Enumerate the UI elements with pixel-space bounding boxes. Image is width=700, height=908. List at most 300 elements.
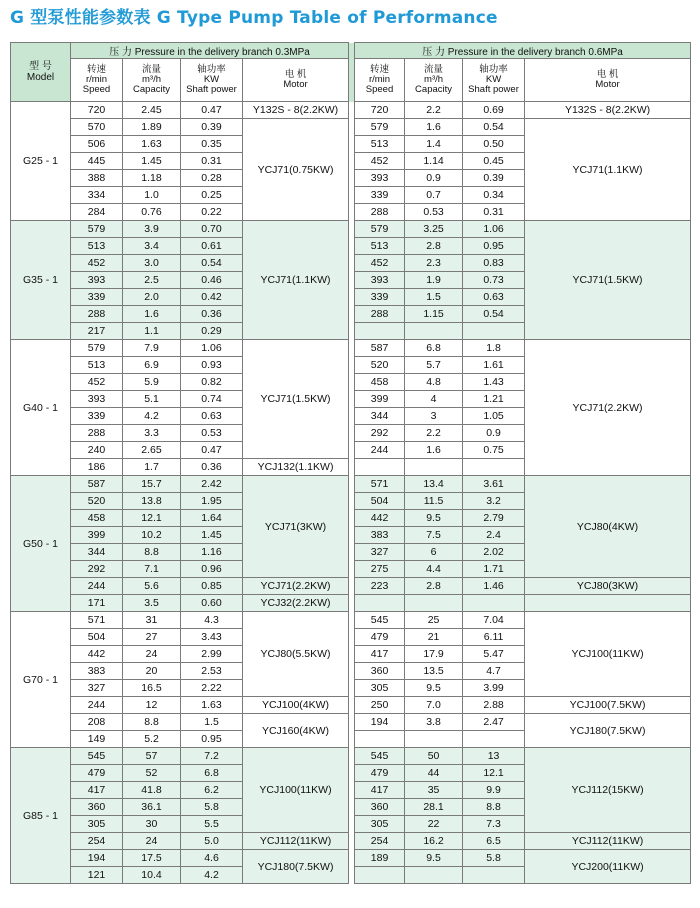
capacity-cell: 1.63	[123, 136, 181, 153]
speed-header-03	[71, 59, 123, 102]
capacity-cell	[405, 595, 463, 612]
speed-cell: 442	[355, 510, 405, 527]
motor-header-03	[243, 59, 349, 102]
capacity-cell: 10.2	[123, 527, 181, 544]
shaft-power-cell: 2.79	[463, 510, 525, 527]
shaft-power-cell: 6.5	[463, 833, 525, 850]
speed-cell: 254	[71, 833, 123, 850]
capacity-cell: 13.5	[405, 663, 463, 680]
shaft-power-cell: 9.9	[463, 782, 525, 799]
shaft-power-cell: 1.43	[463, 374, 525, 391]
capacity-cell: 2.5	[123, 272, 181, 289]
capacity-cell: 16.5	[123, 680, 181, 697]
capacity-cell: 17.9	[405, 646, 463, 663]
model-group	[11, 748, 691, 884]
capacity-cell: 22	[405, 816, 463, 833]
capacity-cell: 3.0	[123, 255, 181, 272]
shaft-power-cell: 1.06	[463, 221, 525, 238]
shaft-power-cell	[463, 323, 525, 340]
shaft-power-cell: 2.53	[181, 663, 243, 680]
model-group	[11, 476, 691, 612]
capacity-cell: 6.9	[123, 357, 181, 374]
capacity-cell: 5.6	[123, 578, 181, 595]
motor-cell-06: YCJ71(2.2KW)	[525, 340, 691, 476]
motor-header-06	[525, 59, 691, 102]
speed-cell: 513	[71, 238, 123, 255]
speed-cell: 334	[71, 187, 123, 204]
capacity-cell: 3.8	[405, 714, 463, 731]
shaft-power-cell: 0.35	[181, 136, 243, 153]
capacity-cell: 35	[405, 782, 463, 799]
shaft-power-cell: 1.05	[463, 408, 525, 425]
speed-cell: 275	[355, 561, 405, 578]
capacity-header-line: Capacity	[415, 84, 453, 95]
shaft-power-cell: 7.2	[181, 748, 243, 765]
shaft-power-cell: 3.2	[463, 493, 525, 510]
shaft-power-cell: 1.5	[181, 714, 243, 731]
capacity-cell: 6.8	[405, 340, 463, 357]
capacity-cell	[405, 731, 463, 748]
speed-cell	[355, 595, 405, 612]
capacity-cell	[405, 459, 463, 476]
capacity-cell: 3.3	[123, 425, 181, 442]
speed-cell: 360	[71, 799, 123, 816]
shaft-power-cell: 0.63	[463, 289, 525, 306]
model-group	[11, 340, 691, 476]
table-row	[11, 102, 691, 119]
shaft-power-cell: 0.70	[181, 221, 243, 238]
shaft-power-cell: 0.74	[181, 391, 243, 408]
shaft-power-cell: 6.8	[181, 765, 243, 782]
shaft-power-cell: 5.8	[181, 799, 243, 816]
capacity-cell: 20	[123, 663, 181, 680]
capacity-cell: 1.6	[123, 306, 181, 323]
motor-cell-06	[525, 595, 691, 612]
speed-header-06	[355, 59, 405, 102]
motor-cell-06: YCJ112(11KW)	[525, 833, 691, 850]
capacity-cell: 13.4	[405, 476, 463, 493]
speed-cell: 208	[71, 714, 123, 731]
shaft-power-cell: 2.47	[463, 714, 525, 731]
capacity-cell: 1.4	[405, 136, 463, 153]
capacity-cell: 1.14	[405, 153, 463, 170]
shaft-power-cell: 0.39	[181, 119, 243, 136]
shaft-power-header-03	[181, 59, 243, 102]
capacity-cell: 3	[405, 408, 463, 425]
motor-cell-03: YCJ71(1.1KW)	[243, 221, 349, 340]
shaft-power-cell: 0.54	[463, 119, 525, 136]
shaft-power-cell: 4.7	[463, 663, 525, 680]
capacity-cell: 12.1	[123, 510, 181, 527]
speed-cell: 344	[71, 544, 123, 561]
speed-cell: 442	[71, 646, 123, 663]
shaft-power-cell: 0.54	[463, 306, 525, 323]
speed-cell: 504	[71, 629, 123, 646]
capacity-cell: 2.8	[405, 578, 463, 595]
shaft-power-cell: 0.85	[181, 578, 243, 595]
shaft-power-cell: 0.28	[181, 170, 243, 187]
shaft-power-cell: 2.02	[463, 544, 525, 561]
motor-cell-06: YCJ100(11KW)	[525, 612, 691, 697]
shaft-power-header-line: Shaft power	[186, 84, 237, 95]
capacity-cell: 7.5	[405, 527, 463, 544]
speed-cell: 417	[71, 782, 123, 799]
capacity-cell: 41.8	[123, 782, 181, 799]
speed-cell: 344	[355, 408, 405, 425]
motor-cell-06: YCJ100(7.5KW)	[525, 697, 691, 714]
capacity-cell: 4.2	[123, 408, 181, 425]
shaft-power-header-line: KW	[485, 74, 502, 85]
speed-cell: 186	[71, 459, 123, 476]
table-row	[11, 850, 691, 867]
shaft-power-cell: 1.8	[463, 340, 525, 357]
shaft-power-cell: 3.99	[463, 680, 525, 697]
shaft-power-cell: 0.31	[463, 204, 525, 221]
shaft-power-cell: 1.16	[181, 544, 243, 561]
speed-cell: 393	[71, 391, 123, 408]
table-row	[11, 748, 691, 765]
speed-cell: 545	[355, 748, 405, 765]
capacity-cell: 2.2	[405, 425, 463, 442]
motor-cell-06: YCJ200(11KW)	[525, 850, 691, 884]
performance-table	[10, 42, 691, 884]
capacity-cell: 5.1	[123, 391, 181, 408]
speed-header-line: r/min	[85, 74, 108, 85]
speed-cell: 339	[71, 289, 123, 306]
model-cell: G85 - 1	[11, 748, 71, 884]
speed-cell: 244	[71, 697, 123, 714]
shaft-power-cell: 0.63	[181, 408, 243, 425]
speed-cell: 288	[71, 306, 123, 323]
speed-cell: 417	[355, 782, 405, 799]
capacity-cell: 1.6	[405, 442, 463, 459]
speed-cell: 149	[71, 731, 123, 748]
speed-cell	[355, 867, 405, 884]
capacity-cell: 24	[123, 646, 181, 663]
capacity-cell: 25	[405, 612, 463, 629]
shaft-power-cell: 1.95	[181, 493, 243, 510]
speed-cell: 513	[71, 357, 123, 374]
capacity-cell: 9.5	[405, 850, 463, 867]
capacity-cell: 50	[405, 748, 463, 765]
capacity-cell: 52	[123, 765, 181, 782]
capacity-header-06	[405, 59, 463, 102]
speed-header-line: 转速	[370, 64, 390, 75]
speed-cell: 479	[71, 765, 123, 782]
pressure-06-header: 压 力 Pressure in the delivery branch 0.6MPa	[355, 43, 691, 59]
capacity-cell: 3.9	[123, 221, 181, 238]
speed-cell: 393	[71, 272, 123, 289]
speed-cell: 339	[355, 187, 405, 204]
motor-header-line: 电 机	[596, 69, 619, 80]
speed-cell: 458	[71, 510, 123, 527]
shaft-power-cell: 4.2	[181, 867, 243, 884]
shaft-power-header-line: KW	[203, 74, 220, 85]
shaft-power-cell: 1.64	[181, 510, 243, 527]
shaft-power-cell: 0.93	[181, 357, 243, 374]
speed-header-line: r/min	[368, 74, 391, 85]
capacity-cell: 2.8	[405, 238, 463, 255]
speed-cell: 339	[355, 289, 405, 306]
shaft-power-cell: 12.1	[463, 765, 525, 782]
speed-cell	[355, 459, 405, 476]
capacity-cell: 7.9	[123, 340, 181, 357]
shaft-power-cell: 0.95	[463, 238, 525, 255]
capacity-cell: 0.76	[123, 204, 181, 221]
shaft-power-cell: 0.53	[181, 425, 243, 442]
capacity-cell: 4.8	[405, 374, 463, 391]
capacity-cell: 17.5	[123, 850, 181, 867]
shaft-power-cell: 0.47	[181, 442, 243, 459]
speed-cell: 399	[71, 527, 123, 544]
shaft-power-cell: 0.46	[181, 272, 243, 289]
shaft-power-cell: 0.36	[181, 459, 243, 476]
capacity-cell: 30	[123, 816, 181, 833]
motor-header-line: Motor	[283, 79, 308, 90]
speed-cell: 244	[71, 578, 123, 595]
speed-cell	[355, 323, 405, 340]
speed-cell: 545	[71, 748, 123, 765]
capacity-cell: 7.1	[123, 561, 181, 578]
shaft-power-cell: 0.82	[181, 374, 243, 391]
shaft-power-cell: 1.63	[181, 697, 243, 714]
capacity-cell: 5.7	[405, 357, 463, 374]
shaft-power-cell: 1.71	[463, 561, 525, 578]
shaft-power-cell	[463, 867, 525, 884]
model-group	[11, 221, 691, 340]
model-header-en: Model	[26, 72, 55, 83]
speed-cell: 292	[355, 425, 405, 442]
speed-cell: 240	[71, 442, 123, 459]
motor-cell-03: YCJ100(11KW)	[243, 748, 349, 833]
shaft-power-cell: 2.22	[181, 680, 243, 697]
capacity-cell: 31	[123, 612, 181, 629]
speed-cell: 452	[71, 374, 123, 391]
speed-cell: 189	[355, 850, 405, 867]
capacity-cell: 1.5	[405, 289, 463, 306]
shaft-power-header-line: Shaft power	[468, 84, 519, 95]
motor-cell-03: YCJ71(0.75KW)	[243, 119, 349, 221]
speed-cell: 121	[71, 867, 123, 884]
motor-cell-06: YCJ180(7.5KW)	[525, 714, 691, 748]
capacity-cell: 0.7	[405, 187, 463, 204]
speed-cell: 360	[355, 799, 405, 816]
shaft-power-cell	[463, 731, 525, 748]
motor-cell-06: YCJ112(15KW)	[525, 748, 691, 833]
speed-cell: 305	[71, 816, 123, 833]
capacity-cell: 3.5	[123, 595, 181, 612]
motor-cell-06: YCJ80(4KW)	[525, 476, 691, 578]
model-cell: G40 - 1	[11, 340, 71, 476]
capacity-cell: 1.18	[123, 170, 181, 187]
capacity-cell: 9.5	[405, 680, 463, 697]
shaft-power-header-line: 轴功率	[197, 64, 226, 75]
shaft-power-cell: 0.25	[181, 187, 243, 204]
speed-header-line: 转速	[86, 64, 106, 75]
capacity-cell: 1.7	[123, 459, 181, 476]
speed-cell: 579	[355, 119, 405, 136]
capacity-header-line: m³/h	[142, 74, 161, 85]
capacity-header-03	[123, 59, 181, 102]
speed-cell: 506	[71, 136, 123, 153]
speed-cell: 388	[71, 170, 123, 187]
capacity-cell: 13.8	[123, 493, 181, 510]
speed-cell: 305	[355, 680, 405, 697]
speed-cell: 292	[71, 561, 123, 578]
shaft-power-cell: 7.04	[463, 612, 525, 629]
capacity-cell: 27	[123, 629, 181, 646]
model-cell: G50 - 1	[11, 476, 71, 612]
capacity-cell	[405, 323, 463, 340]
shaft-power-cell: 0.54	[181, 255, 243, 272]
shaft-power-cell: 7.3	[463, 816, 525, 833]
shaft-power-cell: 1.45	[181, 527, 243, 544]
motor-cell-03: YCJ180(7.5KW)	[243, 850, 349, 884]
motor-cell-06: YCJ71(1.5KW)	[525, 221, 691, 340]
shaft-power-cell: 0.73	[463, 272, 525, 289]
shaft-power-cell: 2.4	[463, 527, 525, 544]
motor-cell-03: YCJ80(5.5KW)	[243, 612, 349, 697]
shaft-power-cell: 2.99	[181, 646, 243, 663]
capacity-cell: 9.5	[405, 510, 463, 527]
model-header-cn: 型 号	[29, 61, 52, 72]
motor-cell-03: YCJ71(1.5KW)	[243, 340, 349, 459]
shaft-power-cell: 5.5	[181, 816, 243, 833]
capacity-cell: 24	[123, 833, 181, 850]
shaft-power-cell: 1.61	[463, 357, 525, 374]
shaft-power-cell: 0.96	[181, 561, 243, 578]
capacity-cell: 0.9	[405, 170, 463, 187]
speed-cell: 250	[355, 697, 405, 714]
speed-cell: 445	[71, 153, 123, 170]
model-cell: G35 - 1	[11, 221, 71, 340]
motor-cell-06: YCJ71(1.1KW)	[525, 119, 691, 221]
speed-cell: 339	[71, 408, 123, 425]
shaft-power-cell: 6.11	[463, 629, 525, 646]
capacity-cell: 2.65	[123, 442, 181, 459]
shaft-power-cell: 0.75	[463, 442, 525, 459]
table-row	[11, 714, 691, 731]
shaft-power-cell: 8.8	[463, 799, 525, 816]
motor-cell-03: YCJ100(4KW)	[243, 697, 349, 714]
speed-cell: 720	[71, 102, 123, 119]
shaft-power-header-line: 轴功率	[479, 64, 508, 75]
speed-cell: 327	[71, 680, 123, 697]
shaft-power-cell: 4.3	[181, 612, 243, 629]
speed-cell: 254	[355, 833, 405, 850]
speed-cell: 244	[355, 442, 405, 459]
capacity-cell: 10.4	[123, 867, 181, 884]
shaft-power-cell: 0.29	[181, 323, 243, 340]
speed-cell: 383	[71, 663, 123, 680]
speed-cell: 223	[355, 578, 405, 595]
speed-cell: 288	[71, 425, 123, 442]
shaft-power-cell: 1.06	[181, 340, 243, 357]
speed-cell	[355, 731, 405, 748]
table-header	[11, 43, 691, 102]
shaft-power-cell: 0.36	[181, 306, 243, 323]
speed-cell: 458	[355, 374, 405, 391]
shaft-power-cell	[463, 595, 525, 612]
shaft-power-cell: 0.83	[463, 255, 525, 272]
speed-cell: 513	[355, 136, 405, 153]
speed-cell: 452	[355, 153, 405, 170]
capacity-cell: 1.89	[123, 119, 181, 136]
speed-cell: 194	[71, 850, 123, 867]
speed-cell: 587	[355, 340, 405, 357]
capacity-cell: 6	[405, 544, 463, 561]
speed-cell: 479	[355, 629, 405, 646]
capacity-cell: 12	[123, 697, 181, 714]
capacity-cell: 2.2	[405, 102, 463, 119]
shaft-power-cell: 5.47	[463, 646, 525, 663]
capacity-cell: 16.2	[405, 833, 463, 850]
speed-header-line: Speed	[365, 84, 394, 95]
shaft-power-cell: 6.2	[181, 782, 243, 799]
model-cell: G25 - 1	[11, 102, 71, 221]
model-group	[11, 612, 691, 748]
speed-cell: 284	[71, 204, 123, 221]
speed-header-line: Speed	[82, 84, 111, 95]
speed-cell: 417	[355, 646, 405, 663]
table-row	[11, 119, 691, 136]
capacity-cell: 1.45	[123, 153, 181, 170]
shaft-power-cell	[463, 459, 525, 476]
capacity-cell: 28.1	[405, 799, 463, 816]
table-row	[11, 340, 691, 357]
capacity-cell: 36.1	[123, 799, 181, 816]
capacity-header-line: 流量	[424, 64, 444, 75]
speed-cell: 570	[71, 119, 123, 136]
shaft-power-cell: 0.61	[181, 238, 243, 255]
speed-cell: 571	[355, 476, 405, 493]
speed-cell: 393	[355, 170, 405, 187]
speed-cell: 194	[355, 714, 405, 731]
shaft-power-cell: 0.31	[181, 153, 243, 170]
capacity-cell: 4	[405, 391, 463, 408]
capacity-cell: 3.25	[405, 221, 463, 238]
capacity-header-line: m³/h	[424, 74, 444, 85]
speed-cell: 579	[355, 221, 405, 238]
speed-cell: 579	[71, 221, 123, 238]
motor-cell-03: YCJ160(4KW)	[243, 714, 349, 748]
shaft-power-cell: 4.6	[181, 850, 243, 867]
speed-cell: 452	[71, 255, 123, 272]
capacity-cell: 8.8	[123, 714, 181, 731]
shaft-power-cell: 3.43	[181, 629, 243, 646]
shaft-power-cell: 3.61	[463, 476, 525, 493]
table-row	[11, 221, 691, 238]
model-group	[11, 102, 691, 221]
speed-cell: 217	[71, 323, 123, 340]
speed-cell: 479	[355, 765, 405, 782]
speed-cell: 452	[355, 255, 405, 272]
table-row	[11, 595, 691, 612]
speed-cell: 288	[355, 204, 405, 221]
capacity-cell: 1.6	[405, 119, 463, 136]
speed-cell: 393	[355, 272, 405, 289]
motor-cell-03: YCJ71(2.2KW)	[243, 578, 349, 595]
shaft-power-cell: 0.47	[181, 102, 243, 119]
speed-cell: 288	[355, 306, 405, 323]
shaft-power-cell: 0.60	[181, 595, 243, 612]
shaft-power-cell: 2.42	[181, 476, 243, 493]
speed-cell: 545	[355, 612, 405, 629]
capacity-cell: 2.45	[123, 102, 181, 119]
capacity-cell: 1.1	[123, 323, 181, 340]
shaft-power-cell: 0.9	[463, 425, 525, 442]
table-row	[11, 578, 691, 595]
